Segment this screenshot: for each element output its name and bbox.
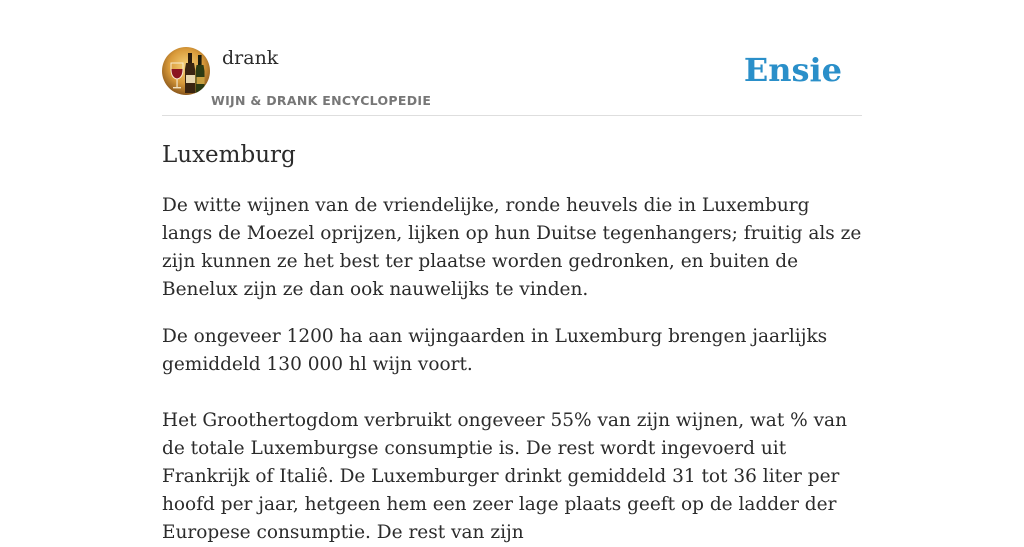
page [162, 0, 862, 543]
paragraph: De witte wijnen van de vriendelijke, ronde heuvels die in Luxemburg langs de Moezel oprijzen, lijken op hun Duitse tegenhangers; fruitig als ze zijn kunnen ze het best ter plaatse worden gedronken, en buiten de Benelux zijn ze dan ook nauwelijks te vinden. [162, 195, 862, 300]
site-name-link[interactable]: drank [222, 47, 279, 69]
paragraph: Het Groothertogdom verbruikt ongeveer 55% van zijn wijnen, wat % van de totale Luxemburgse consumptie is. De rest wordt ingevoerd uit Frankrijk of Italiê. De Luxemburger drinkt gemiddeld 31 tot 36 liter per hoofd per jaar, hetgeen hem een zeer lage plaats geeft op de ladder der Europese consumptie. De rest van zijn [162, 410, 847, 543]
header [162, 0, 862, 116]
paragraph: De ongeveer 1200 ha aan wijngaarden in Luxemburg brengen jaarlijks gemiddeld 130 000 hl wijn voort. [162, 326, 828, 375]
ensie-logo-link[interactable]: Ensie [743, 51, 842, 89]
page-title: Luxemburg [162, 142, 296, 168]
article-body [162, 192, 862, 547]
wine-bottles-icon[interactable] [162, 47, 210, 95]
site-tagline: WIJN & DRANK ENCYCLOPEDIE [211, 93, 432, 108]
